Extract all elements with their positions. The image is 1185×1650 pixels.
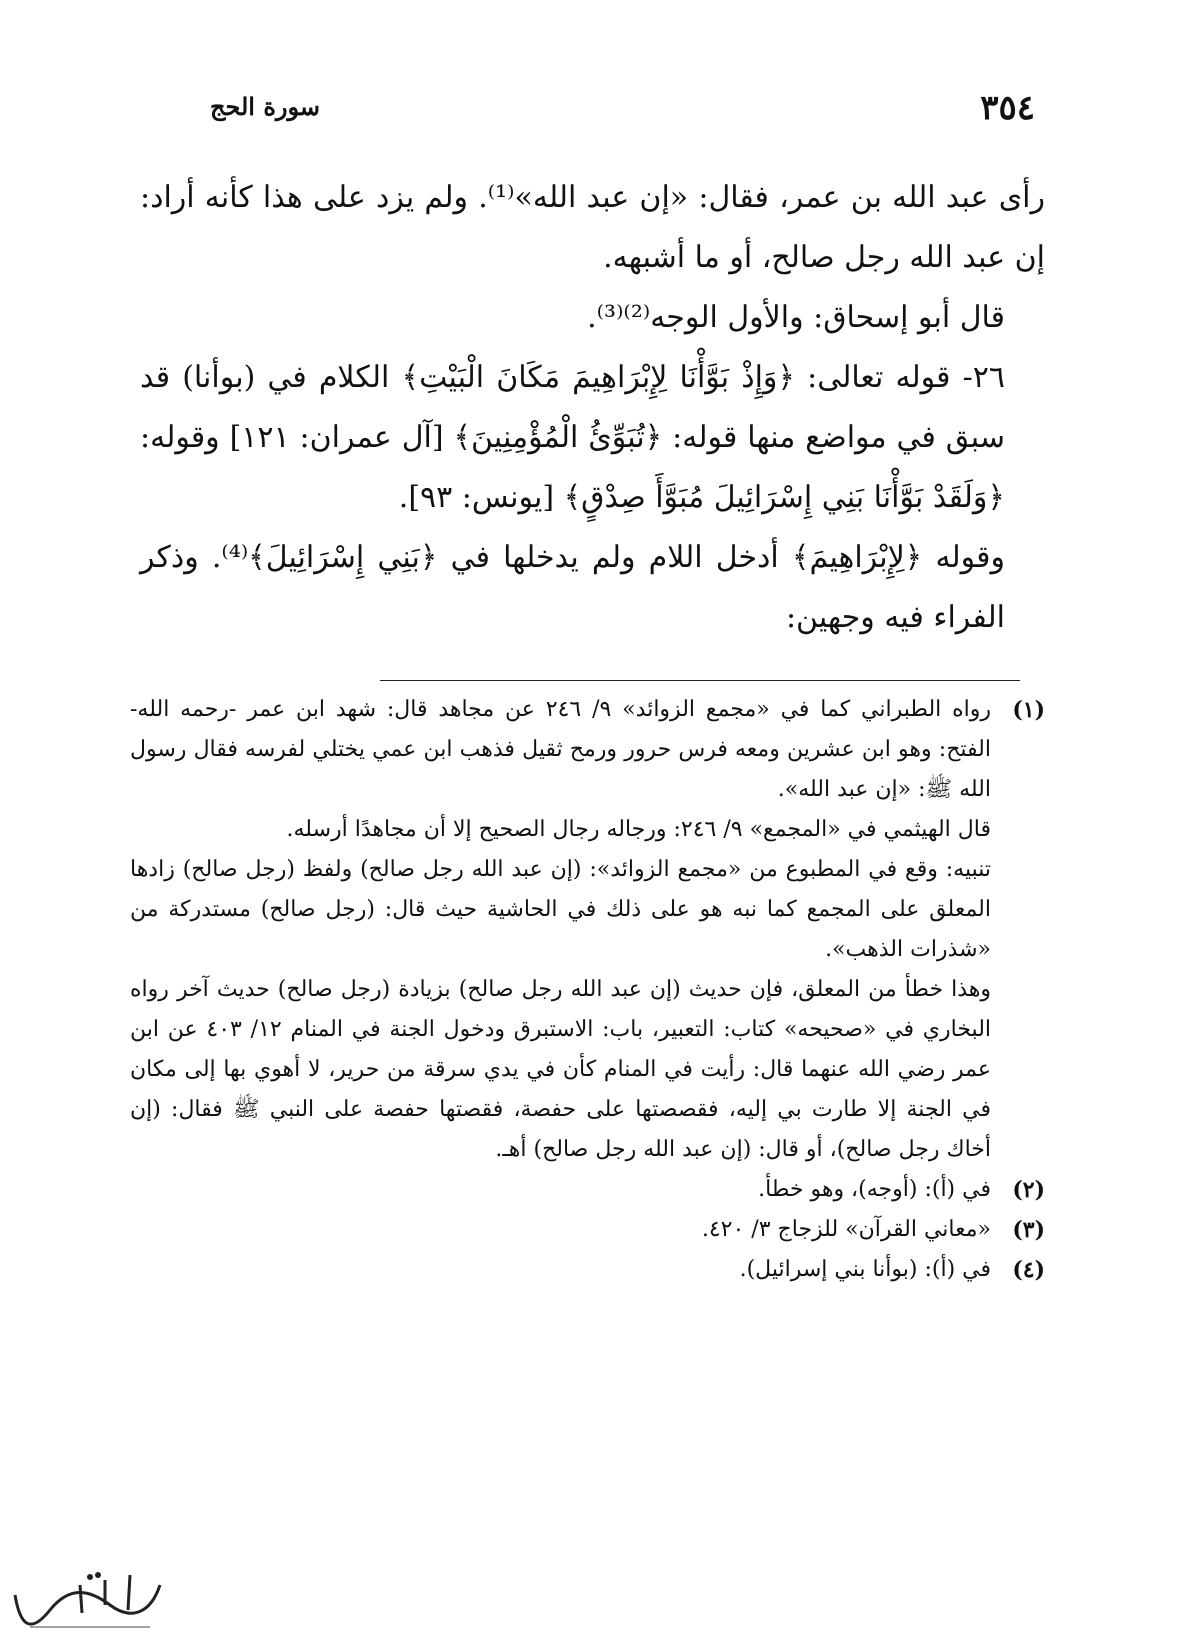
footnote-paragraph: في (أ): (بوأنا بني إسرائيل). <box>739 1257 991 1282</box>
footnote-paragraph: قال الهيثمي في «المجمع» ٩/ ٢٤٦: ورجاله رجال الصحيح إلا أن مجاهدًا أرسله. <box>286 817 991 842</box>
footnote-number: (٣) <box>1012 1217 1045 1243</box>
footnote-paragraph: «معاني القرآن» للزجاج ٣/ ٤٢٠. <box>701 1217 991 1242</box>
main-text <box>140 168 1045 648</box>
footnote-paragraph: تنبيه: وقع في المطبوع من «مجمع الزوائد»: (إن عبد الله رجل صالح) ولفظ (رجل صالح) زادها المعلق على المجمع كما نبه هو على ذلك في الحاشية حيث قال: (رجل صالح) مستدركة من «شذرات الذهب». <box>130 857 991 962</box>
surah-title: سورة الحج <box>210 92 320 121</box>
footnotes <box>130 690 1045 1290</box>
page-number: ٣٥٤ <box>980 88 1035 128</box>
footnote-2 <box>130 1170 1045 1210</box>
footnote-number: (٤) <box>1012 1257 1045 1283</box>
main-paragraph-3: ٢٦- قوله تعالى: ﴿وَإِذْ بَوَّأْنَا لِإِبْرَاهِيمَ مَكَانَ الْبَيْتِ﴾ الكلام في (بوأنا) قد سبق في مواضع منها قوله: ﴿تُبَوِّئُ الْمُؤْمِنِينَ﴾ [آل عمران: ١٢١] وقوله: ﴿وَلَقَدْ بَوَّأْنَا بَنِي إِسْرَائِيلَ مُبَوَّأَ صِدْقٍ﴾ [يونس: ٩٣]. <box>140 360 1005 515</box>
footnote-1 <box>130 690 1045 1170</box>
footnote-paragraph: وهذا خطأ من المعلق، فإن حديث (إن عبد الله رجل صالح) بزيادة (رجل صالح) حديث آخر رواه البخاري في «صحيحه» كتاب: التعبير، باب: الاستبرق ودخول الجنة في المنام ١٢/ ٤٠٣ عن ابن عمر رضي الله عنهما قال: رأيت في المنام كأن في يدي سرقة من حرير، لا أهوي بها إلى مكان في الجنة إلا طارت بي إليه، فقصصتها على حفصة، فقصتها حفصة على النبي ﷺ فقال: (إن أخاك رجل صالح)، أو قال: (إن عبد الله رجل صالح) أهـ. <box>130 977 992 1162</box>
footnote-4 <box>130 1250 1045 1290</box>
footnote-number: (٢) <box>1012 1177 1045 1203</box>
page-header <box>150 88 1035 138</box>
footnote-number: (١) <box>1012 697 1045 723</box>
watermark-logo <box>10 1565 170 1635</box>
footnote-3 <box>130 1210 1045 1250</box>
footnote-paragraph: في (أ): (أوجه)، وهو خطأ. <box>758 1177 991 1202</box>
main-paragraph-1: رأى عبد الله بن عمر، فقال: «إن عبد الله»⁽¹⁾. ولم يزد على هذا كأنه أراد: إن عبد الله رجل صالح، أو ما أشبهه. <box>140 180 1045 275</box>
footnote-divider <box>380 680 1020 681</box>
main-paragraph-4: وقوله ﴿لِإِبْرَاهِيمَ﴾ أدخل اللام ولم يدخلها في ﴿بَنِي إِسْرَائِيلَ﴾⁽⁴⁾. وذكر الفراء فيه وجهين: <box>140 540 1005 635</box>
footnote-paragraph: رواه الطبراني كما في «مجمع الزوائد» ٩/ ٢٤٦ عن مجاهد قال: شهد ابن عمر -رحمه الله- الفتح: وهو ابن عشرين ومعه فرس حرور ورمح ثقيل فذهب ابن عمي يختلي لفرسه فقال رسول الله ﷺ: «إن عبد الله». <box>130 697 991 802</box>
main-paragraph-2: قال أبو إسحاق: والأول الوجه⁽²⁾⁽³⁾. <box>587 300 1005 335</box>
